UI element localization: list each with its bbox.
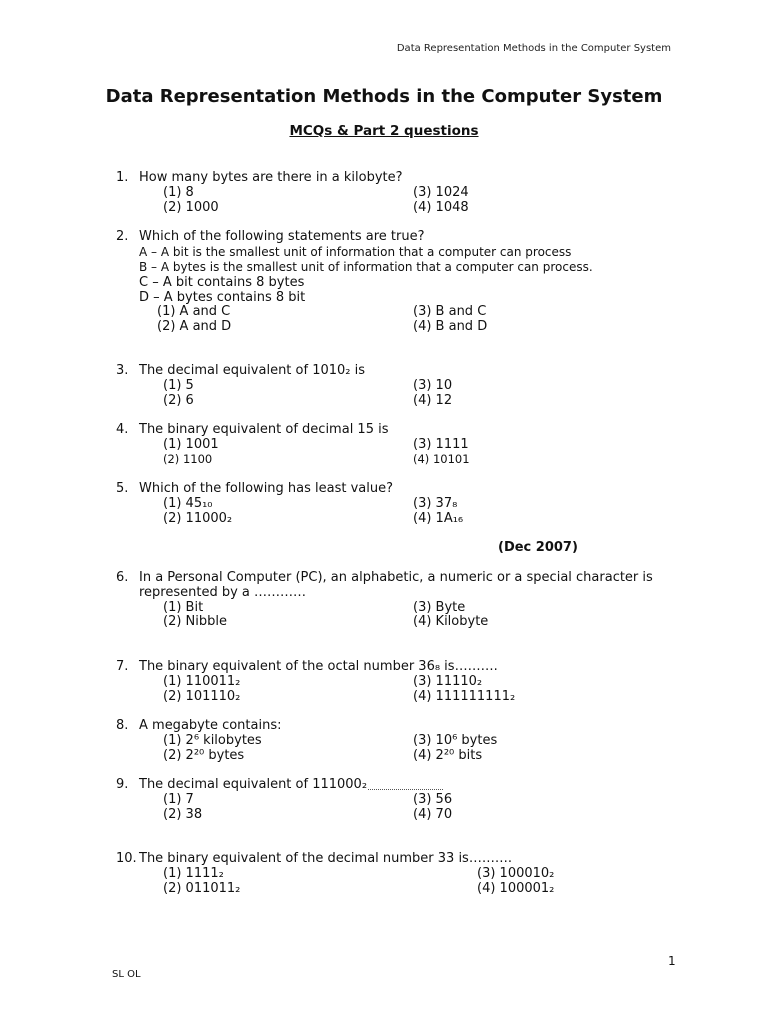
statement-c: C – A bit contains 8 bytes xyxy=(139,275,305,290)
option-4: (4) Kilobyte xyxy=(413,614,489,629)
option-2: (2) 38 xyxy=(163,807,203,822)
option-4: (4) 10101 xyxy=(413,452,470,466)
option-1: (1) 1111₂ xyxy=(163,866,224,881)
statement-b: B – A bytes is the smallest unit of information that a computer can process. xyxy=(139,260,593,274)
option-2: (2) 1100 xyxy=(163,452,213,466)
option-3: (3) 10 xyxy=(413,378,453,393)
footer-label: SL OL xyxy=(112,969,141,980)
question-text: The decimal equivalent of 1010₂ is xyxy=(139,363,366,378)
question-number: 7. xyxy=(116,659,129,674)
option-4: (4) 1A₁₆ xyxy=(413,511,464,526)
question-text: Which of the following statements are true? xyxy=(139,229,425,244)
option-4: (4) 111111111₂ xyxy=(413,689,516,704)
option-2: (2) 11000₂ xyxy=(163,511,233,526)
option-3: (3) 10⁶ bytes xyxy=(413,733,498,748)
option-1: (1) 110011₂ xyxy=(163,674,241,689)
option-2: (2) 011011₂ xyxy=(163,881,241,896)
option-3: (3) Byte xyxy=(413,600,466,615)
running-header: Data Representation Methods in the Computer System xyxy=(396,43,671,54)
question-text: The decimal equivalent of 111000₂ xyxy=(139,777,368,792)
option-2: (2) 6 xyxy=(163,393,194,408)
question-text: The binary equivalent of decimal 15 is xyxy=(139,422,389,437)
question-text: A megabyte contains: xyxy=(139,718,282,733)
statement-a: A – A bit is the smallest unit of information that a computer can process xyxy=(139,245,572,259)
option-1: (1) 2⁶ kilobytes xyxy=(163,733,262,748)
option-3: (3) 1024 xyxy=(413,185,469,200)
option-3: (3) 56 xyxy=(413,792,453,807)
option-2: (2) Nibble xyxy=(163,614,227,629)
option-1: (1) 1001 xyxy=(163,437,219,452)
question-number: 5. xyxy=(116,481,129,496)
option-4: (4) 100001₂ xyxy=(477,881,555,896)
question-number: 1. xyxy=(116,170,129,185)
question-number: 8. xyxy=(116,718,129,733)
option-4: (4) 1048 xyxy=(413,200,469,215)
document-title: Data Representation Methods in the Computer System xyxy=(105,86,663,107)
question-number: 9. xyxy=(116,777,129,792)
answer-blank-dots xyxy=(368,789,443,790)
option-1: (1) 5 xyxy=(163,378,194,393)
question-number: 6. xyxy=(116,570,129,585)
question-number: 10. xyxy=(116,851,137,866)
option-1: (1) A and C xyxy=(157,304,231,319)
question-number: 4. xyxy=(116,422,129,437)
question-text: Which of the following has least value? xyxy=(139,481,394,496)
question-text: In a Personal Computer (PC), an alphabetic, a numeric or a special character is represented by a ………… xyxy=(139,570,653,600)
document-subtitle: MCQs & Part 2 questions xyxy=(289,123,479,139)
question-number: 2. xyxy=(116,229,129,244)
option-2: (2) A and D xyxy=(157,319,232,334)
option-3: (3) 100010₂ xyxy=(477,866,555,881)
option-3: (3) 1111 xyxy=(413,437,469,452)
option-3: (3) 37₈ xyxy=(413,496,458,511)
option-4: (4) 12 xyxy=(413,393,453,408)
question-number: 3. xyxy=(116,363,129,378)
question-text: The binary equivalent of the octal number 36₈ is………. xyxy=(139,659,498,674)
option-1: (1) 8 xyxy=(163,185,194,200)
option-4: (4) B and D xyxy=(413,319,488,334)
option-2: (2) 101110₂ xyxy=(163,689,241,704)
option-3: (3) 11110₂ xyxy=(413,674,483,689)
option-3: (3) B and C xyxy=(413,304,487,319)
option-2: (2) 2²⁰ bytes xyxy=(163,748,245,763)
option-4: (4) 2²⁰ bits xyxy=(413,748,483,763)
option-2: (2) 1000 xyxy=(163,200,219,215)
option-1: (1) Bit xyxy=(163,600,204,615)
question-text: The binary equivalent of the decimal number 33 is………. xyxy=(139,851,512,866)
option-4: (4) 70 xyxy=(413,807,453,822)
option-1: (1) 7 xyxy=(163,792,194,807)
option-1: (1) 45₁₀ xyxy=(163,496,213,511)
exam-year-tag: (Dec 2007) xyxy=(498,540,578,555)
statement-d: D – A bytes contains 8 bit xyxy=(139,290,306,305)
question-text: How many bytes are there in a kilobyte? xyxy=(139,170,403,185)
page-number: 1 xyxy=(668,954,676,968)
